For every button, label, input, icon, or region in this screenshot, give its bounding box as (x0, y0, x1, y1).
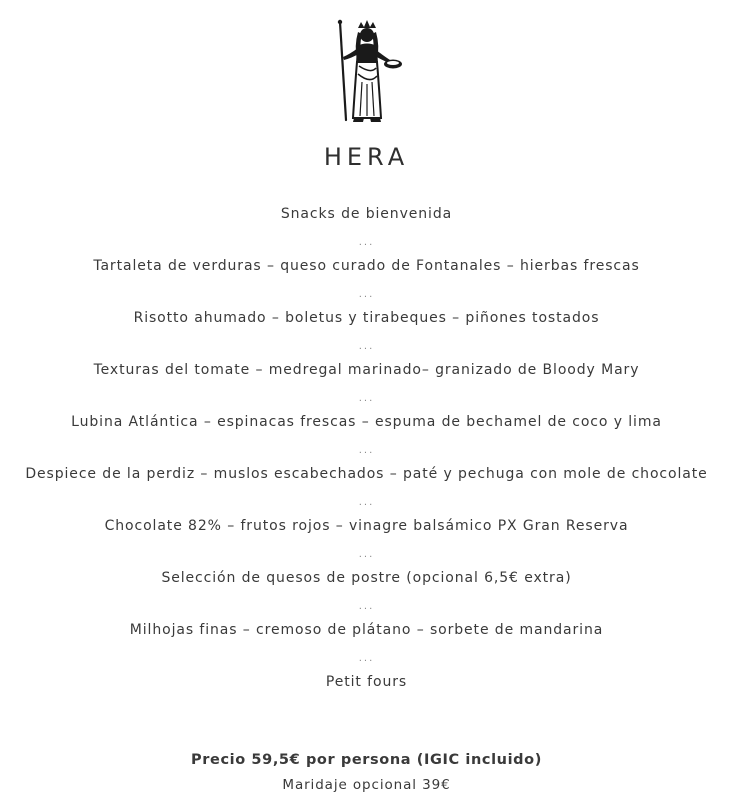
menu-dish: Risotto ahumado – boletus y tirabeques – piñones tostados (133, 310, 600, 326)
dish-separator: ... (358, 289, 375, 300)
dish-separator: ... (358, 497, 375, 508)
wine-pairing-price: Maridaje opcional 39€ (282, 777, 451, 793)
menu-dish: Despiece de la perdiz – muslos escabechados – paté y pechuga con mole de chocolate (25, 466, 708, 482)
menu-dish: Snacks de bienvenida (280, 206, 453, 222)
menu-dish: Tartaleta de verduras – queso curado de Fontanales – hierbas frescas (93, 258, 640, 274)
menu-dish: Selección de quesos de postre (opcional 6,5€ extra) (161, 570, 572, 586)
dish-separator: ... (358, 601, 375, 612)
dish-separator: ... (358, 653, 375, 664)
tasting-menu-list (0, 204, 733, 698)
dish-separator: ... (358, 341, 375, 352)
hera-goddess-icon (330, 16, 404, 124)
dish-separator: ... (358, 237, 375, 248)
price-per-person: Precio 59,5€ por persona (IGIC incluido) (191, 752, 542, 768)
menu-title: HERA (323, 143, 410, 171)
menu-dish: Chocolate 82% – frutos rojos – vinagre balsámico PX Gran Reserva (104, 518, 629, 534)
menu-dish: Texturas del tomate – medregal marinado– granizado de Bloody Mary (93, 362, 640, 378)
menu-dish: Lubina Atlántica – espinacas frescas – espuma de bechamel de coco y lima (71, 414, 662, 430)
dish-separator: ... (358, 549, 375, 560)
dish-separator: ... (358, 445, 375, 456)
menu-dish: Petit fours (325, 674, 408, 690)
dish-separator: ... (358, 393, 375, 404)
menu-dish: Milhojas finas – cremoso de plátano – sorbete de mandarina (129, 622, 604, 638)
